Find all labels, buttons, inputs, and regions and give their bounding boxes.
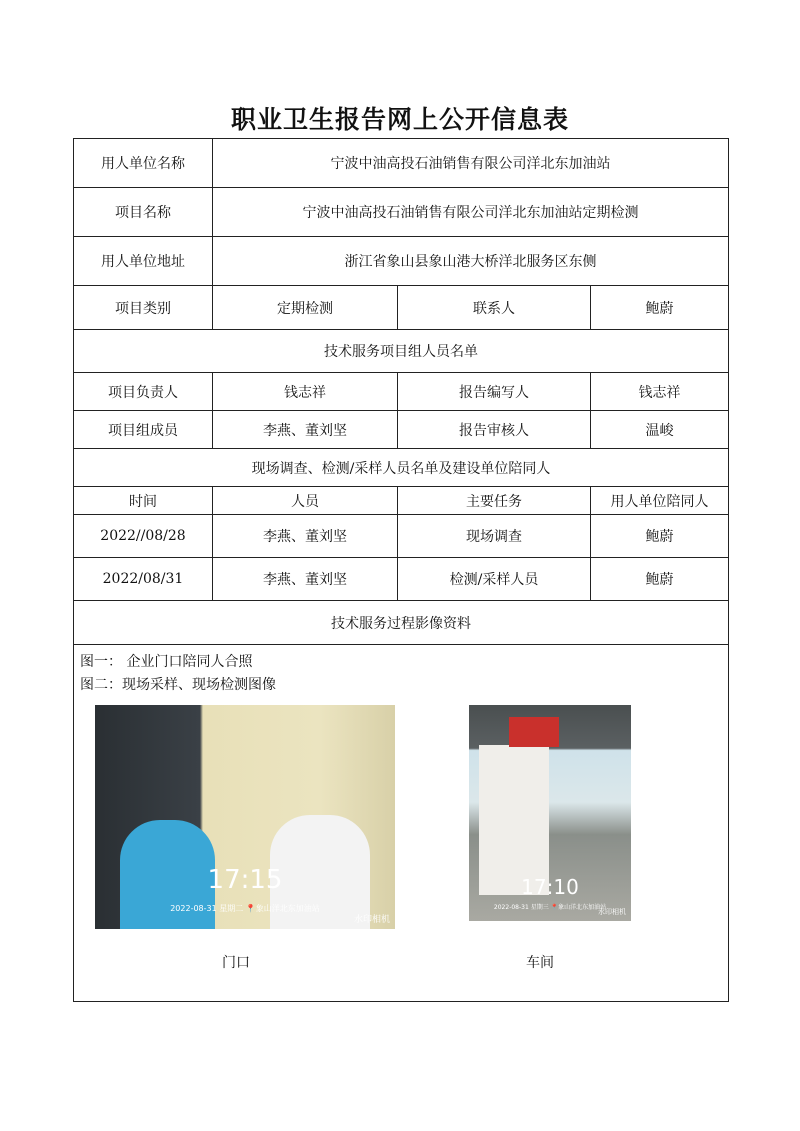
images-cell [74, 645, 729, 1002]
reviewer-value: 温峻 [591, 411, 729, 449]
col-header: 用人单位陪同人 [591, 487, 729, 515]
pump-sign [509, 717, 559, 747]
survey-header: 现场调查、检测/采样人员名单及建设单位陪同人 [74, 449, 729, 487]
table-row [74, 515, 729, 558]
photo-watermark: 水印相机 [598, 908, 626, 916]
figure-2-label: 图二：现场采样、现场检测图像 [80, 677, 276, 693]
photo-caption: 门口 [222, 955, 250, 971]
contact-value: 鲍蔚 [591, 286, 729, 330]
col-header: 时间 [74, 487, 213, 515]
people-cell: 李燕、董刘坚 [213, 558, 398, 601]
task-cell: 现场调查 [398, 515, 591, 558]
photo-stamp: 2022-08-31 星期二 📍象山洋北东加油站 [170, 904, 320, 913]
entrance-photo [95, 705, 395, 929]
escort-cell: 鲍蔚 [591, 515, 729, 558]
col-header: 人员 [213, 487, 398, 515]
type-label: 项目类别 [74, 286, 213, 330]
address-label: 用人单位地址 [74, 237, 213, 286]
type-value: 定期检测 [213, 286, 398, 330]
figure-1-label: 图一： 企业门口陪同人合照 [80, 654, 253, 670]
date-cell: 2022/08/31 [74, 558, 213, 601]
workshop-photo [469, 705, 631, 921]
date-cell: 2022//08/28 [74, 515, 213, 558]
photo-time: 17:15 [207, 865, 283, 895]
table-row [74, 558, 729, 601]
project-value: 宁波中油高投石油销售有限公司洋北东加油站定期检测 [213, 188, 729, 237]
photo-caption: 车间 [526, 955, 554, 971]
leader-label: 项目负责人 [74, 373, 213, 411]
photo-stamp: 2022-08-31 星期三 📍象山洋北东加油站 [493, 904, 607, 911]
employer-value: 宁波中油高投石油销售有限公司洋北东加油站 [213, 139, 729, 188]
images-header: 技术服务过程影像资料 [74, 601, 729, 645]
team-header: 技术服务项目组人员名单 [74, 330, 729, 373]
task-cell: 检测/采样人员 [398, 558, 591, 601]
col-header: 主要任务 [398, 487, 591, 515]
employer-label: 用人单位名称 [74, 139, 213, 188]
fuel-pump [479, 745, 549, 895]
photo-watermark: 水印相机 [353, 915, 390, 925]
info-table [73, 138, 729, 1002]
document-title: 职业卫生报告网上公开信息表 [230, 105, 569, 134]
writer-value: 钱志祥 [591, 373, 729, 411]
project-label: 项目名称 [74, 188, 213, 237]
reviewer-label: 报告审核人 [398, 411, 591, 449]
contact-label: 联系人 [398, 286, 591, 330]
leader-value: 钱志祥 [213, 373, 398, 411]
members-value: 李燕、董刘坚 [213, 411, 398, 449]
photo-time: 17:10 [521, 875, 579, 899]
people-cell: 李燕、董刘坚 [213, 515, 398, 558]
escort-cell: 鲍蔚 [591, 558, 729, 601]
writer-label: 报告编写人 [398, 373, 591, 411]
members-label: 项目组成员 [74, 411, 213, 449]
address-value: 浙江省象山县象山港大桥洋北服务区东侧 [213, 237, 729, 286]
